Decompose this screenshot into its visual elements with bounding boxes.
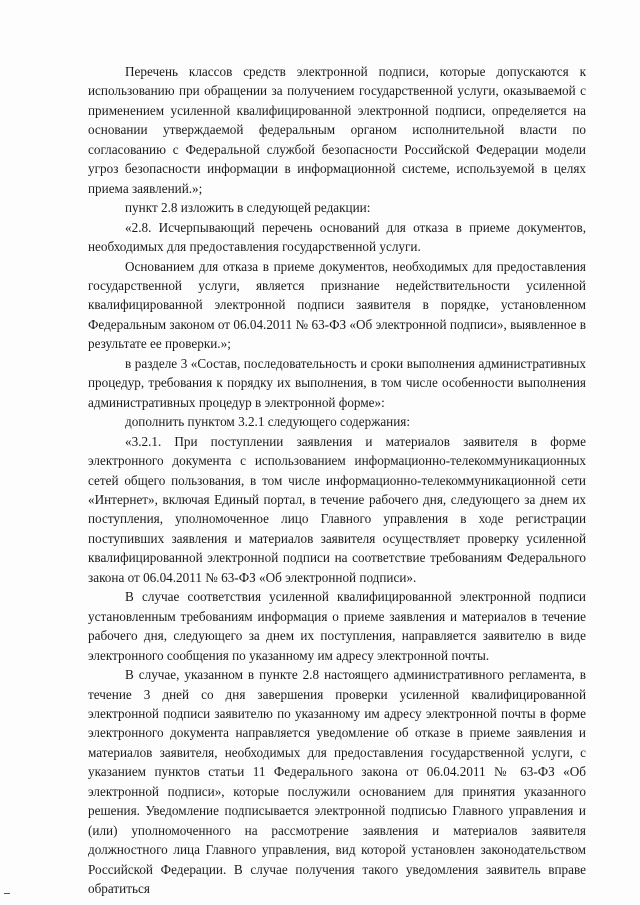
paragraph-signature-classes: Перечень классов средств электронной подписи, которые допускаются к использованию при обращении за получением государственной услуги, оказываемой с применением усиленной квалифицированной электронной подписи, определяется на основании утверждаемой федеральным органом исполнительной власти по согласованию с Федеральной службой безопасности Российской Федерации модели угроз безопасности информации в информационной системе, используемой в целях приема заявлений.»;	[88, 64, 586, 196]
paragraph-item-2-8-title: «2.8. Исчерпывающий перечень оснований для отказа в приеме документов, необходимых для предоставления государственной услуги.	[88, 219, 586, 255]
paragraph-refusal-grounds: Основанием для отказа в приеме документов, необходимых для предоставления государственной услуги, является признание недействительности усиленной квалифицированной электронной подписи заявителя в порядке, установленном Федеральным законом от 06.04.2011 № 63-ФЗ «Об электронной подписи», выявленное в результате ее проверки.»;	[88, 258, 586, 352]
paragraph-refusal-notice: В случае, указанном в пункте 2.8 настоящего административного регламента, в течение 3 дней со дня завершения проверки усиленной квалифицированной электронной подписи заявителю по указанному им адресу электронной почты в форме электронного документа направляется уведомление об отказе в приеме заявления и материалов заявителя, необходимых для предоставления государственной услуги, с указанием пунктов статьи 11 Федерального закона от 06.04.2011 № 63-ФЗ «Об электронной подписи», которые послужили основанием для принятия указанного решения. Уведомление подписывается электронной подписью Главного управления и (или) уполномоченного на рассмотрение заявления и материалов заявителя должностного лица Главного управления, вид которой установлен законодательством Российской Федерации. В случае получения такого уведомления заявитель вправе обратиться	[88, 667, 586, 897]
scan-artifact	[4, 893, 10, 894]
document-body	[88, 62, 586, 898]
paragraph-item-2-8-instruction: пункт 2.8 изложить в следующей редакции:	[125, 200, 371, 216]
paragraph-section-3: в разделе 3 «Состав, последовательность и сроки выполнения административных процедур, требования к порядку их выполнения, в том числе особенности выполнения административных процедур в электронной форме»:	[88, 355, 586, 410]
paragraph-signature-valid: В случае соответствия усиленной квалифицированной электронной подписи установленным требованиям информация о приеме заявления и материалов в течение рабочего дня, следующего за днем их поступления, направляется заявителю в виде электронного сообщения по указанному им адресу электронной почты.	[88, 589, 586, 663]
paragraph-item-3-2-1: «3.2.1. При поступлении заявления и материалов заявителя в форме электронного документа с использованием информационно-телекоммуникационных сетей общего пользования, в том числе информационно-телекоммуникационной сети «Интернет», включая Единый портал, в течение рабочего дня, следующего за днем их поступления, уполномоченное лицо Главного управления в ходе регистрации поступивших заявления и материалов заявителя осуществляет проверку усиленной квалифицированной электронной подписи на соответствие требованиям Федерального закона от 06.04.2011 № 63-ФЗ «Об электронной подписи».	[88, 433, 586, 585]
paragraph-add-item-3-2-1: дополнить пунктом 3.2.1 следующего содержания:	[125, 414, 411, 430]
